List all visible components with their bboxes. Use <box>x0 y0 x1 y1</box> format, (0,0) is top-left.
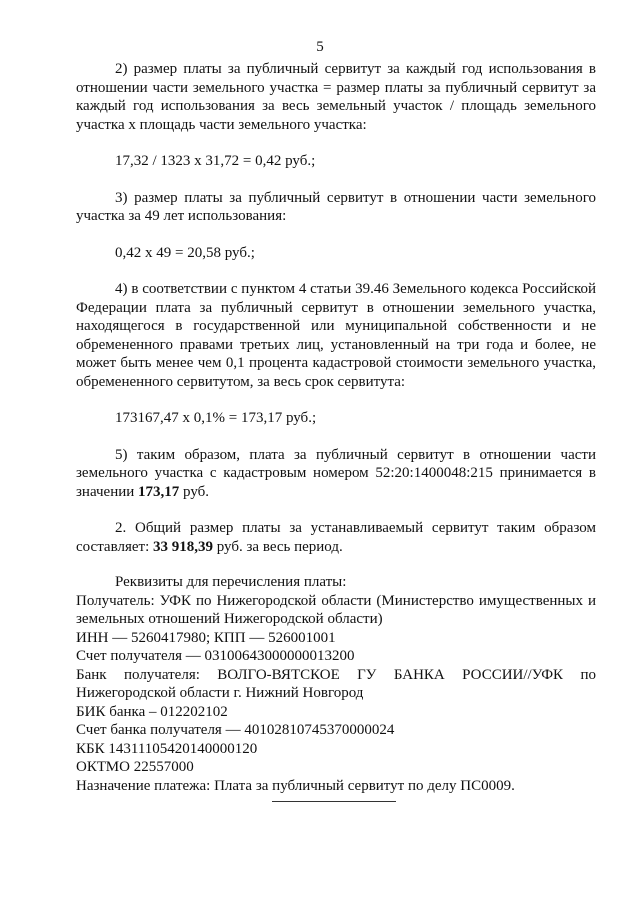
accepted-fee-text: 5) таким образом, плата за публичный сервитут в отношении части земельного участка с кадастровым номером 52:20:1400048:215 принимается в значении <box>76 446 596 500</box>
total-fee-unit: руб. за весь период. <box>213 538 343 555</box>
requisites-bank-account: Счет банка получателя — 40102810745370000024 <box>76 722 395 738</box>
paragraph-total-fee <box>76 519 596 556</box>
requisites-recipient: Получатель: УФК по Нижегородской области (Министерство имущественных и земельных отношений Нижегородской области) <box>76 592 596 627</box>
requisites-kbk: КБК 14311105420140000120 <box>76 740 258 757</box>
paragraph-annual-fee-part: 2) размер платы за публичный сервитут за каждый год использования в отношении части земельного участка = размер платы за публичный сервитут за каждый год использования за весь земельный участок / площадь земельного участка х площадь части земельного участка: <box>76 61 596 133</box>
accepted-fee-unit: руб. <box>179 483 210 500</box>
accepted-fee-amount: 173,17 <box>138 483 180 500</box>
requisites-bik: БИК банка – 012202102 <box>76 703 228 720</box>
requisites-bank-line2: Нижегородской области г. Нижний Новгород <box>76 685 364 701</box>
paragraph-land-code-minimum: 4) в соответствии с пунктом 4 статьи 39.46 Земельного кодекса Российской Федерации плата за публичный сервитут в отношении земельного участка, находящегося в государственной или муниципальной собственности и не обремененного правами третьих лиц, установленный на три года и более, не может быть менее чем 0,1 процента кадастровой стоимости земельного участка, обремененного сервитутом, за весь срок сервитута: <box>76 281 596 390</box>
formula-annual-fee: 17,32 / 1323 х 31,72 = 0,42 руб.; <box>115 153 316 169</box>
document-body <box>76 60 596 795</box>
paragraph-fee-49-years: 3) размер платы за публичный сервитут в отношении части земельного участка за 49 лет использования: <box>76 189 596 224</box>
requisites-oktmo: ОКТМО 22557000 <box>76 759 194 775</box>
requisites-purpose: Назначение платежа: Плата за публичный сервитут по делу ПС0009. <box>76 777 515 794</box>
paragraph-accepted-fee <box>76 446 596 502</box>
payment-requisites <box>76 573 596 795</box>
total-fee-text: 2. Общий размер платы за устанавливаемый сервитут таким образом составляет: <box>76 520 596 555</box>
requisites-inn-kpp: ИНН — 5260417980; КПП — 526001001 <box>76 629 336 646</box>
formula-minimum-fee: 173167,47 х 0,1% = 173,17 руб.; <box>115 410 317 426</box>
requisites-title: Реквизиты для перечисления платы: <box>115 574 347 590</box>
formula-fee-49-years: 0,42 х 49 = 20,58 руб.; <box>115 244 255 261</box>
closing-divider <box>272 801 396 802</box>
requisites-account: Счет получателя — 03100643000000013200 <box>76 648 355 664</box>
total-fee-amount: 33 918,39 <box>153 538 213 555</box>
requisites-bank-line1: Банк получателя: ВОЛГО-ВЯТСКОЕ ГУ БАНКА РОССИИ//УФК по <box>76 666 596 683</box>
page-number: 5 <box>316 39 324 55</box>
